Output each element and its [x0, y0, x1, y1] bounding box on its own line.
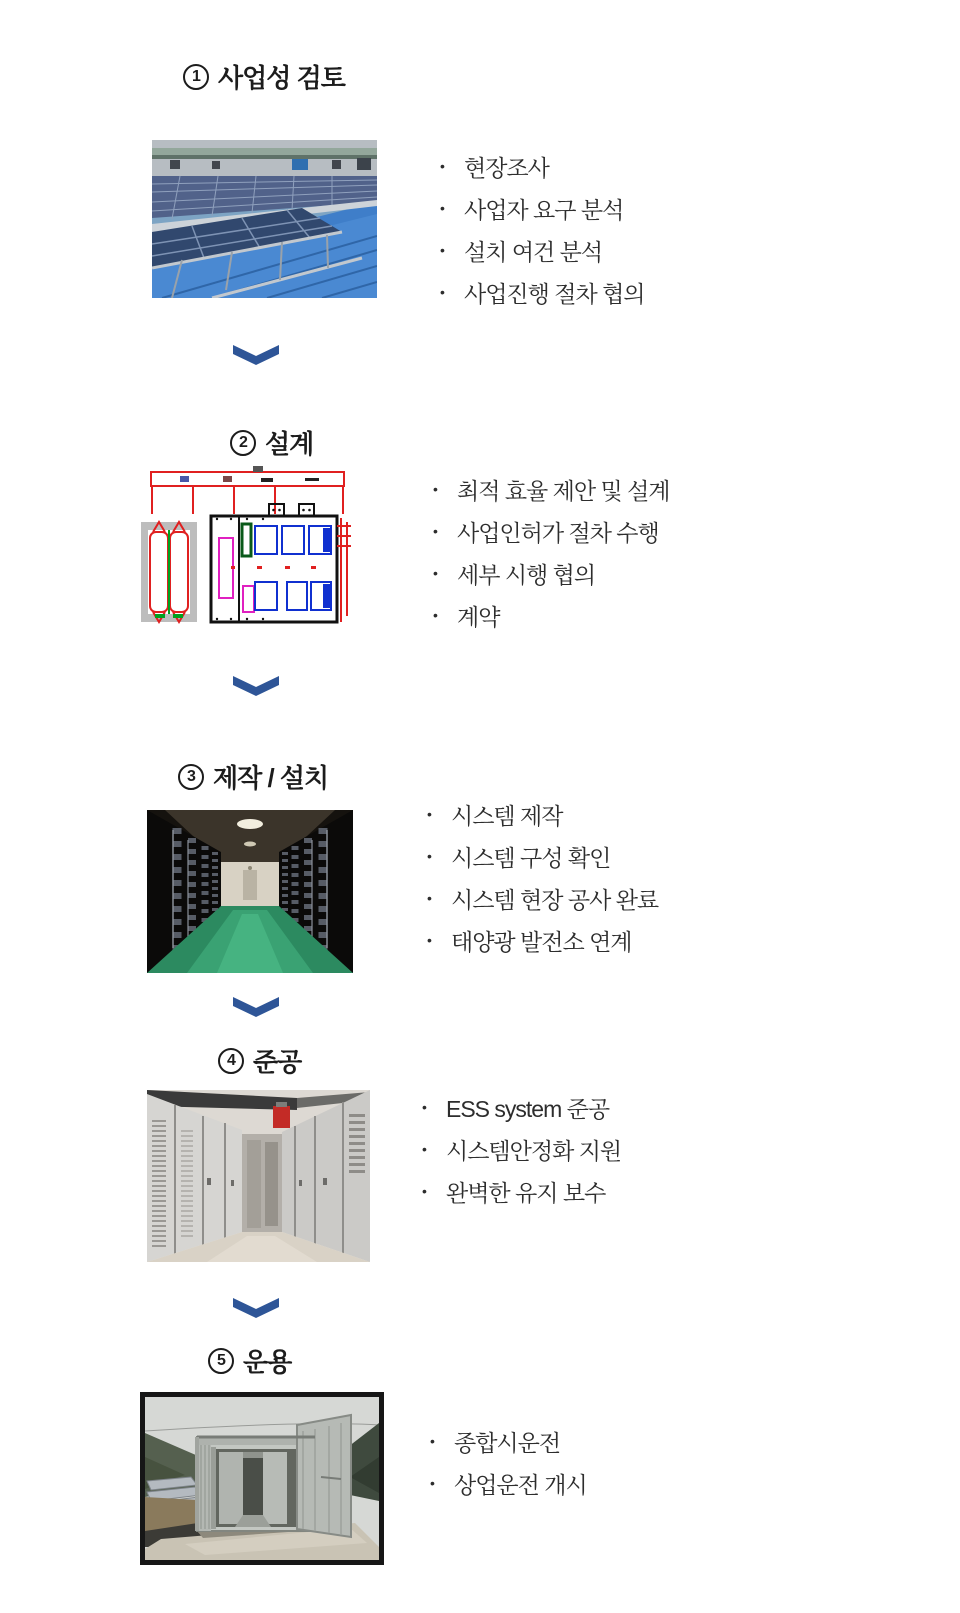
bullet-text: 완벽한 유지 보수 — [446, 1179, 606, 1206]
step-title: 사업성 검토 — [218, 63, 345, 93]
bullet-item — [422, 1128, 621, 1170]
bullet-marker-icon: • — [422, 1099, 426, 1115]
facility-layout-cad-drawing — [135, 466, 360, 628]
ess-equipment-room-illustration — [147, 1090, 370, 1262]
step-number-badge: 4 — [218, 1048, 244, 1074]
step-heading — [218, 1042, 301, 1079]
bullet-text: 설치 여건 분석 — [464, 238, 603, 265]
step-bullet-list — [433, 468, 670, 636]
step-number-badge: 3 — [178, 764, 204, 790]
bullet-text: 계약 — [457, 603, 500, 630]
bullet-marker-icon: • — [433, 523, 437, 539]
bullet-marker-icon: • — [440, 200, 444, 216]
step-title: 제작 / 설치 — [213, 763, 329, 793]
bullet-item — [433, 510, 670, 552]
step-bullet-list — [427, 793, 658, 961]
bullet-text: 시스템 제작 — [451, 802, 563, 829]
step-bullet-list — [440, 145, 645, 313]
step-title: 준공 — [253, 1047, 302, 1077]
flow-chevron-down-icon — [233, 345, 279, 370]
bullet-text: 시스템안정화 지원 — [446, 1137, 622, 1164]
bullet-marker-icon: • — [440, 242, 444, 258]
bullet-item — [433, 552, 670, 594]
bullet-marker-icon: • — [430, 1433, 434, 1449]
bullet-text: 사업진행 절차 협의 — [464, 280, 645, 307]
bullet-item — [430, 1420, 587, 1462]
bullet-text: 시스템 현장 공사 완료 — [451, 886, 659, 913]
bullet-marker-icon: • — [422, 1183, 426, 1199]
step-title: 운용 — [243, 1347, 292, 1377]
bullet-marker-icon: • — [422, 1141, 426, 1157]
bullet-marker-icon: • — [440, 158, 444, 174]
bullet-item — [427, 919, 658, 961]
bullet-item — [440, 145, 645, 187]
bullet-item — [433, 594, 670, 636]
battery-rack-corridor-photo — [147, 810, 353, 973]
bullet-text: 태양광 발전소 연계 — [451, 928, 632, 955]
bullet-marker-icon: • — [430, 1475, 434, 1491]
bullet-marker-icon: • — [427, 932, 431, 948]
rooftop-solar-array-illustration — [152, 140, 377, 298]
step-heading — [230, 424, 313, 461]
step-heading — [178, 758, 328, 795]
bullet-text: 사업인허가 절차 수행 — [457, 519, 659, 546]
bullet-text: 상업운전 개시 — [454, 1471, 587, 1498]
bullet-item — [440, 271, 645, 313]
bullet-text: 현장조사 — [464, 154, 549, 181]
flow-chevron-down-icon — [233, 997, 279, 1022]
step-heading — [208, 1342, 291, 1379]
bullet-item — [427, 877, 658, 919]
bullet-marker-icon: • — [433, 565, 437, 581]
step-number-badge: 2 — [230, 430, 256, 456]
bullet-marker-icon: • — [440, 284, 444, 300]
bullet-item — [427, 793, 658, 835]
ess-equipment-room-photo — [147, 1090, 370, 1262]
bullet-marker-icon: • — [427, 890, 431, 906]
bullet-text: 사업자 요구 분석 — [464, 196, 624, 223]
flow-chevron-down-icon — [233, 1298, 279, 1323]
bullet-item — [422, 1086, 621, 1128]
bullet-marker-icon: • — [433, 607, 437, 623]
bullet-marker-icon: • — [427, 806, 431, 822]
battery-rack-corridor-illustration — [147, 810, 353, 973]
bullet-text: 종합시운전 — [454, 1429, 561, 1456]
step-bullet-list — [422, 1086, 621, 1212]
step-number-badge: 5 — [208, 1348, 234, 1374]
rooftop-solar-array-photo — [152, 140, 377, 298]
step-bullet-list — [430, 1420, 587, 1504]
step-number-badge: 1 — [183, 64, 209, 90]
outdoor-ess-container-illustration — [145, 1397, 379, 1560]
bullet-text: ESS system 준공 — [446, 1095, 610, 1122]
bullet-item — [440, 229, 645, 271]
bullet-marker-icon: • — [433, 481, 437, 497]
bullet-item — [427, 835, 658, 877]
outdoor-ess-container-photo — [140, 1392, 384, 1565]
step-title: 설계 — [265, 429, 314, 459]
bullet-item — [430, 1462, 587, 1504]
bullet-item — [440, 187, 645, 229]
cad-drawing-illustration — [135, 466, 360, 628]
bullet-text: 시스템 구성 확인 — [451, 844, 611, 871]
step-heading — [183, 58, 345, 95]
bullet-item — [433, 468, 670, 510]
bullet-marker-icon: • — [427, 848, 431, 864]
flow-chevron-down-icon — [233, 676, 279, 701]
bullet-text: 세부 시행 협의 — [457, 561, 596, 588]
bullet-item — [422, 1170, 621, 1212]
bullet-text: 최적 효율 제안 및 설계 — [457, 477, 670, 504]
